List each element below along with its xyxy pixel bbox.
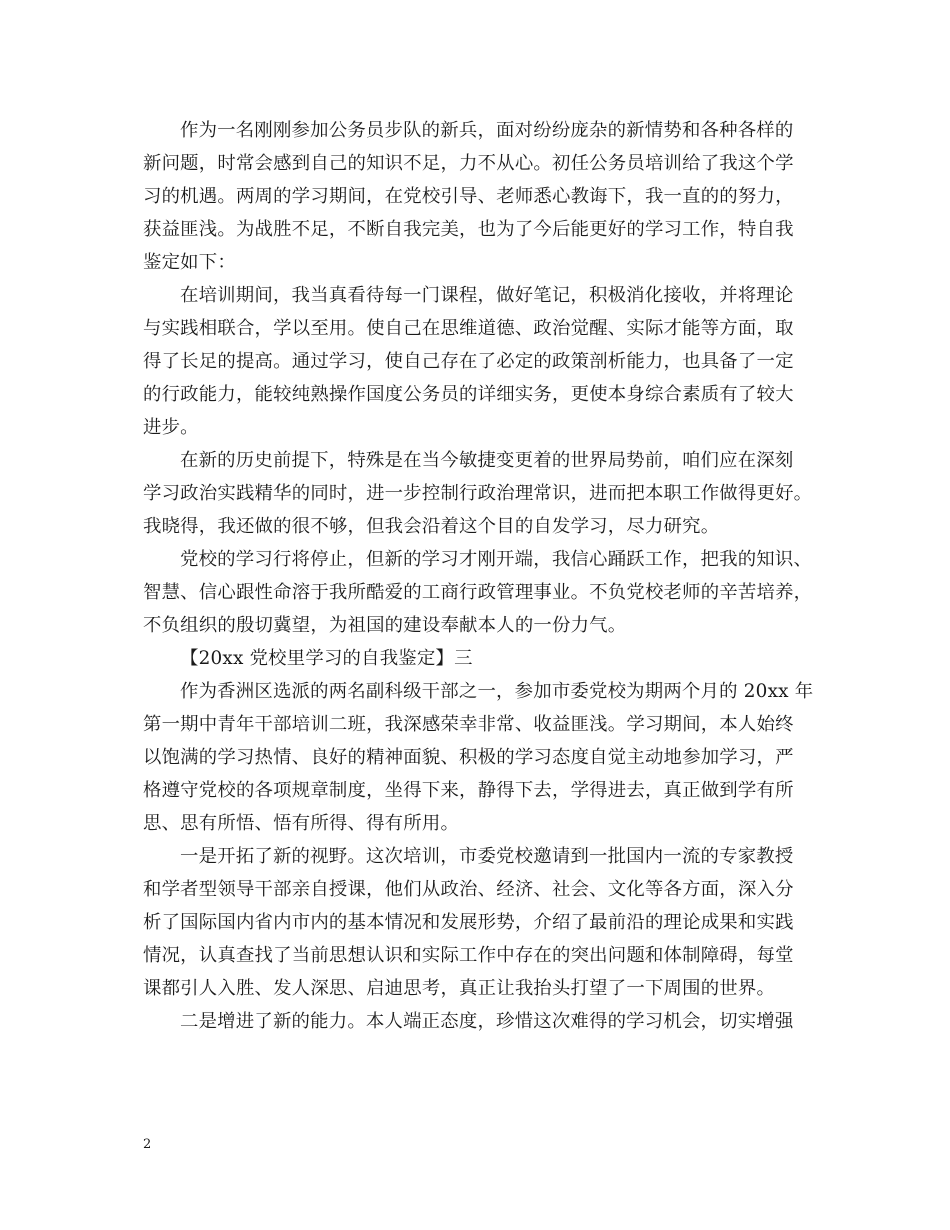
text-line: 和学者型领导干部亲自授课，他们从政治、经济、社会、文化等各方面，深入分	[143, 879, 794, 900]
text-line: 党校的学习行将停止，但新的学习才刚开端，我信心踊跃工作，把我的知识、	[180, 549, 813, 570]
text-line: 智慧、信心跟性命溶于我所酷爱的工商行政管理事业。不负党校老师的辛苦培养，	[143, 582, 813, 603]
text-line: 作为一名刚刚参加公务员步队的新兵，面对纷纷庞杂的新情势和各种各样的	[180, 120, 794, 141]
text-line: 析了国际国内省内市内的基本情况和发展形势，介绍了最前沿的理论成果和实践	[143, 912, 794, 933]
text-line: 与实践相联合，学以至用。使自己在思维道德、政治觉醒、实际才能等方面，取	[143, 318, 794, 339]
text-line: 在新的历史前提下，特殊是在当今敏捷变更着的世界局势前，咱们应在深刻	[180, 450, 794, 471]
text-line: 思、思有所悟、悟有所得、得有所用。	[143, 813, 460, 834]
text-line: 不负组织的殷切冀望，为祖国的建设奉献本人的一份力气。	[143, 615, 627, 636]
text-line: 进步。	[143, 417, 199, 438]
text-line: 第一期中青年干部培训二班，我深感荣幸非常、收益匪浅。学习期间，本人始终	[143, 714, 794, 735]
text-line: 获益匪浅。为战胜不足，不断自我完美，也为了今后能更好的学习工作，特自我	[143, 219, 794, 240]
text-line: 习的机遇。两周的学习期间，在党校引导、老师悉心教诲下，我一直的的努力，	[143, 186, 794, 207]
text-line: 新问题，时常会感到自己的知识不足，力不从心。初任公务员培训给了我这个学	[143, 153, 794, 174]
text-line: 在培训期间，我当真看待每一门课程，做好笔记，积极消化接收，并将理论	[180, 285, 794, 306]
page-number: 2	[143, 1137, 152, 1152]
text-line: 得了长足的提高。通过学习，使自己存在了必定的政策剖析能力，也具备了一定	[143, 351, 794, 372]
section-heading: 【20xx 党校里学习的自我鉴定】三	[180, 648, 473, 669]
text-line: 我晓得，我还做的很不够，但我会沿着这个目的自发学习，尽力研究。	[143, 516, 720, 537]
text-line: 的行政能力，能较纯熟操作国度公务员的详细实务，更使本身综合素质有了较大	[143, 384, 794, 405]
text-line: 一是开拓了新的视野。这次培训，市委党校邀请到一批国内一流的专家教授	[180, 846, 794, 867]
document-body	[143, 114, 833, 1038]
text-line: 以饱满的学习热情、良好的精神面貌、积极的学习态度自觉主动地参加学习，严	[143, 747, 794, 768]
text-line: 格遵守党校的各项规章制度，坐得下来，静得下去，学得进去，真正做到学有所	[143, 780, 794, 801]
text-line: 课都引人入胜、发人深思、启迪思考，真正让我抬头打望了一下周围的世界。	[143, 978, 776, 999]
text-line: 鉴定如下：	[143, 252, 236, 273]
text-line: 情况，认真查找了当前思想认识和实际工作中存在的突出问题和体制障碍，每堂	[143, 945, 794, 966]
text-line: 作为香洲区选派的两名副科级干部之一，参加市委党校为期两个月的 20xx 年	[180, 681, 814, 702]
text-line: 二是增进了新的能力。本人端正态度，珍惜这次难得的学习机会，切实增强	[180, 1011, 794, 1032]
text-line: 学习政治实践精华的同时，进一步控制行政治理常识，进而把本职工作做得更好。	[143, 483, 813, 504]
